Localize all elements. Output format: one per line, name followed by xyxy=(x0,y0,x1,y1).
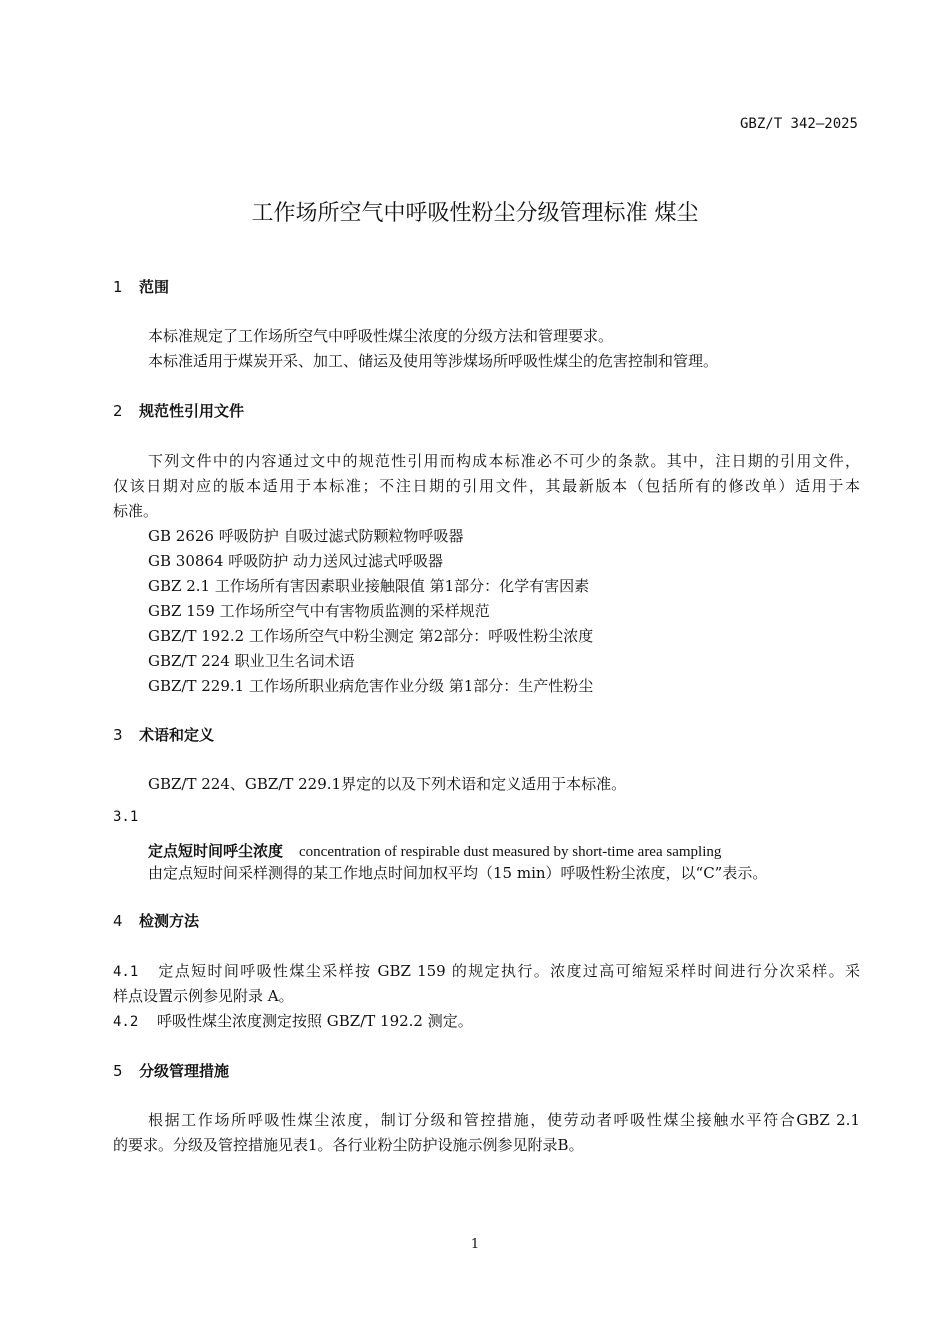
reference-item: GB 30864 呼吸防护 动力送风过滤式呼吸器 xyxy=(148,552,444,570)
paragraph-line: 的要求。分级及管控措施见表1。各行业粉尘防护设施示例参见附录B。 xyxy=(113,1136,584,1154)
section-number: 1 xyxy=(113,278,123,296)
reference-item: GBZ/T 224 职业卫生名词术语 xyxy=(148,652,355,670)
document-code: GBZ/T 342—2025 xyxy=(739,116,858,132)
section-number: 3 xyxy=(113,726,123,744)
reference-item: GBZ/T 229.1 工作场所职业病危害作业分级 第1部分：生产性粉尘 xyxy=(148,677,594,695)
document-title: 工作场所空气中呼吸性粉尘分级管理标准 煤尘 xyxy=(251,201,699,226)
reference-item: GB 2626 呼吸防护 自吸过滤式防颗粒物呼吸器 xyxy=(148,527,464,545)
subsection-number: 3.1 xyxy=(113,809,139,825)
clause-number: 4.2 xyxy=(113,1014,139,1030)
section-1-heading xyxy=(113,276,169,297)
paragraph: 本标准适用于煤炭开采、加工、储运及使用等涉煤场所呼吸性煤尘的危害控制和管理。 xyxy=(148,352,719,370)
paragraph-line: 标准。 xyxy=(113,502,159,520)
section-number: 4 xyxy=(113,912,123,930)
clause-text: 定点短时间呼吸性煤尘采样按 GBZ 159 的规定执行。浓度过高可缩短采样时间进行分次采样。采 xyxy=(157,962,860,980)
section-number: 5 xyxy=(113,1062,123,1080)
paragraph-line: 仅该日期对应的版本适用于本标准；不注日期的引用文件，其最新版本（包括所有的修改单）适用于本 xyxy=(113,477,860,495)
section-title: 规范性引用文件 xyxy=(139,402,245,420)
clause-text: 呼吸性煤尘浓度测定按照 GBZ/T 192.2 测定。 xyxy=(157,1012,473,1030)
section-title: 分级管理措施 xyxy=(139,1062,230,1080)
paragraph-line: 样点设置示例参见附录 A。 xyxy=(113,987,294,1005)
page-number: 1 xyxy=(470,1237,480,1252)
section-title: 范围 xyxy=(139,278,170,296)
term-chinese: 定点短时间呼尘浓度 xyxy=(148,842,284,860)
clause-4-1 xyxy=(113,960,860,981)
clause-4-2 xyxy=(113,1010,473,1031)
section-title: 检测方法 xyxy=(139,912,200,930)
reference-item: GBZ/T 192.2 工作场所空气中粉尘测定 第2部分：呼吸性粉尘浓度 xyxy=(148,627,594,645)
term-english: concentration of respirable dust measured by short-time area sampling xyxy=(299,844,722,860)
paragraph-line: 根据工作场所呼吸性煤尘浓度，制订分级和管控措施，使劳动者呼吸性煤尘接触水平符合GBZ 2.1 xyxy=(148,1111,860,1129)
clause-number: 4.1 xyxy=(113,964,139,980)
section-title: 术语和定义 xyxy=(139,726,215,744)
paragraph: GBZ/T 224、GBZ/T 229.1界定的以及下列术语和定义适用于本标准。 xyxy=(148,775,627,793)
section-2-heading xyxy=(113,400,244,421)
reference-item: GBZ 2.1 工作场所有害因素职业接触限值 第1部分：化学有害因素 xyxy=(148,577,590,595)
section-4-heading xyxy=(113,910,199,931)
section-number: 2 xyxy=(113,402,123,420)
term-entry xyxy=(148,840,721,861)
section-3-heading xyxy=(113,724,214,745)
term-definition: 由定点短时间采样测得的某工作地点时间加权平均（15 min）呼吸性粉尘浓度，以“C”表示。 xyxy=(148,864,768,882)
reference-item: GBZ 159 工作场所空气中有害物质监测的采样规范 xyxy=(148,602,490,620)
paragraph: 本标准规定了工作场所空气中呼吸性煤尘浓度的分级方法和管理要求。 xyxy=(148,327,614,345)
section-5-heading xyxy=(113,1060,229,1081)
paragraph-line: 下列文件中的内容通过文中的规范性引用而构成本标准必不可少的条款。其中，注日期的引用文件， xyxy=(148,452,860,470)
